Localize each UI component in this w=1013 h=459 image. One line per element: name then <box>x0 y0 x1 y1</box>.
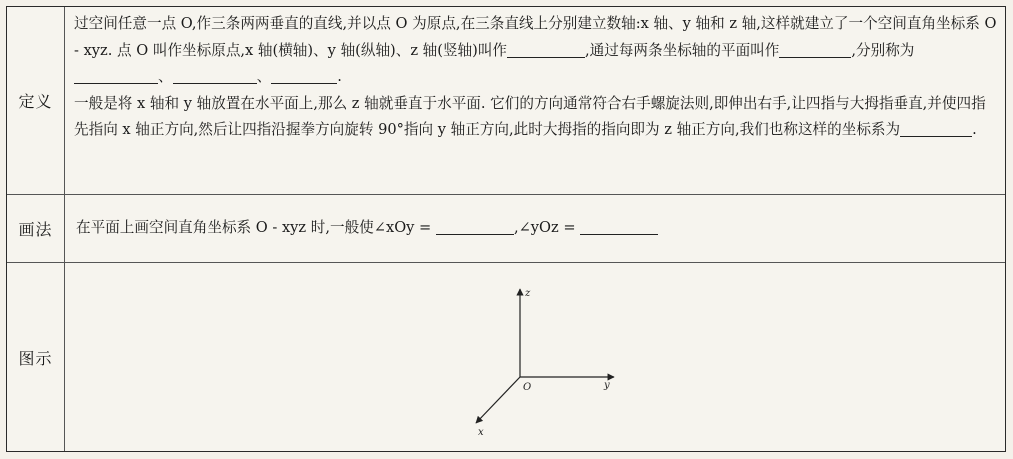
definition-paragraph-1: 过空间任意一点 O,作三条两两垂直的直线,并以点 O 为原点,在三条直线上分别建立数轴:x 轴、y 轴和 z 轴,这样就建立了一个空间直角坐标系 O - xyz. 点 O 叫作坐标原点,x 轴(横轴)、y 轴(纵轴)、z 轴(竖轴)叫作 ,通过每两条坐标轴的平面叫作 ,分别称为、 、 . <box>74 15 997 85</box>
x-axis-label: x <box>478 427 484 438</box>
blank-angle-xoy[interactable] <box>436 216 514 235</box>
concept-table <box>6 6 1006 452</box>
definition-row <box>7 7 1005 195</box>
figure-label: 图示 <box>7 263 65 451</box>
figure-row <box>7 263 1005 451</box>
blank-plane-zox[interactable] <box>271 65 337 84</box>
figure-content <box>64 263 1005 451</box>
definition-label: 定义 <box>7 7 65 194</box>
origin-label: O <box>523 382 532 393</box>
blank-angle-yoz[interactable] <box>580 216 658 235</box>
x-axis <box>476 377 520 423</box>
drawing-label: 画法 <box>7 195 65 262</box>
definition-paragraph-2: 一般是将 x 轴和 y 轴放置在水平面上,那么 z 轴就垂直于水平面. 它们的方向通常符合右手螺旋法则,即伸出右手,让四指与大拇指垂直,并使四指先指向 x 轴正方向,然后让四指沿握拳方向旋转 90°指向 y 轴正方向,此时大拇指的指向即为 z 轴正方向,我们也称这样的坐标系为 . <box>74 94 986 138</box>
z-axis-label: z <box>525 288 531 299</box>
drawing-row <box>7 195 1005 263</box>
blank-plane-xoy[interactable] <box>74 65 158 84</box>
blank-right-handed-system[interactable] <box>900 118 972 137</box>
blank-plane-yoz[interactable] <box>173 65 257 84</box>
drawing-text: 在平面上画空间直角坐标系 O - xyz 时,一般使∠xOy = ,∠yOz = <box>76 215 658 242</box>
drawing-content <box>64 195 1005 262</box>
blank-coordinate-planes[interactable] <box>779 39 851 58</box>
blank-coordinate-axes[interactable] <box>507 39 585 58</box>
coordinate-axes-figure <box>64 263 1007 451</box>
definition-content <box>64 7 1005 194</box>
y-axis-label: y <box>604 380 610 391</box>
